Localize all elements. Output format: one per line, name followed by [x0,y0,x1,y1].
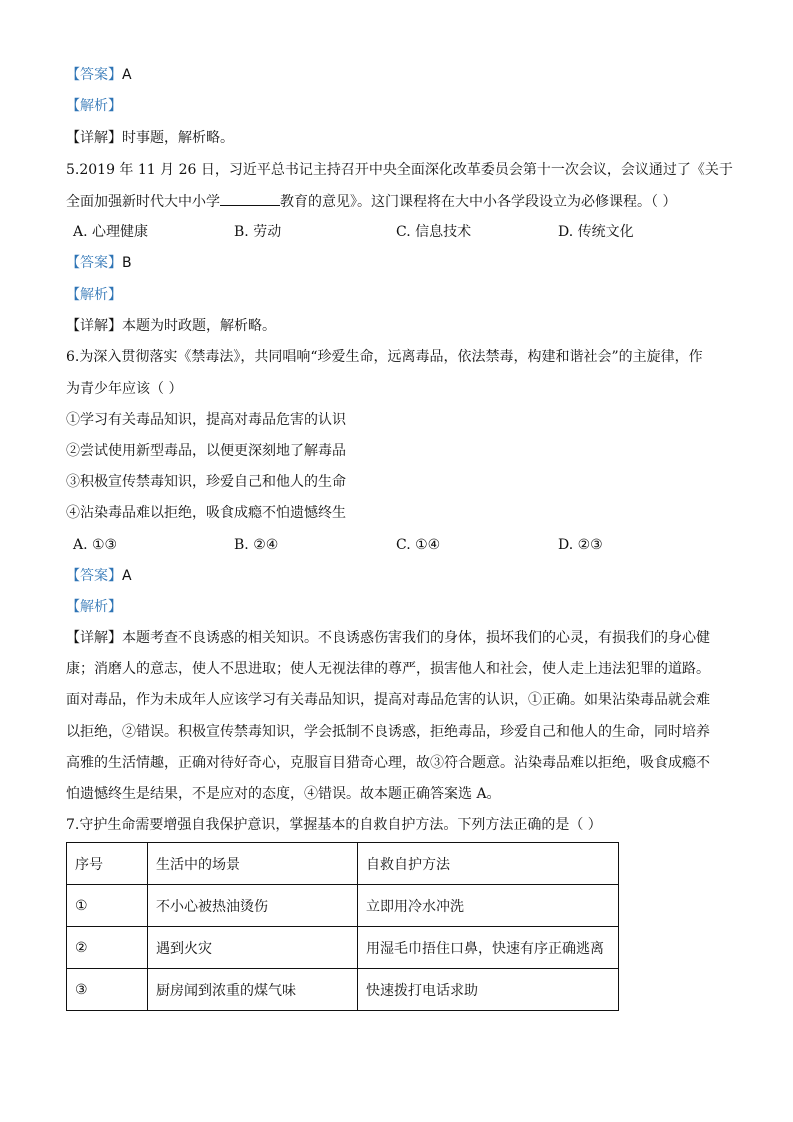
answer-tag: 【答案】 [66,67,122,83]
table-header-cell: 生活中的场景 [148,843,358,885]
q6-detail-line2: 康；消磨人的意志，使人不思进取；使人无视法律的尊严，损害他人和社会，使人走上违法犯罪的道路。 [66,661,710,677]
analysis-tag: 【解析】 [66,287,122,303]
q6-detail-line1 [66,628,710,648]
table-row [67,969,619,1011]
q6-option-d: D. ②③ [558,537,603,553]
q6-item-3: ③积极宣传禁毒知识，珍爱自己和他人的生命 [66,474,346,490]
answer-value: A [122,67,132,83]
table-cell: 厨房闻到浓重的煤气味 [148,969,358,1011]
q6-item-4: ④沾染毒品难以拒绝，吸食成瘾不怕遗憾终生 [66,505,346,521]
q6-detail-line3: 面对毒品，作为未成年人应该学习有关毒品知识，提高对毒品危害的认识，①正确。如果沾染毒品就会难 [66,692,710,708]
analysis-tag: 【解析】 [66,599,122,615]
q5-answer-line [66,253,132,273]
table-cell: ③ [67,969,148,1011]
answer-tag: 【答案】 [66,568,122,584]
q5-option-c: C. 信息技术 [396,224,472,240]
q4-detail-line [66,128,234,148]
answer-tag: 【答案】 [66,255,122,271]
q6-option-c: C. ①④ [396,537,441,553]
table-row [67,927,619,969]
detail-text: 本题考查不良诱惑的相关知识。不良诱惑伤害我们的身体，损坏我们的心灵，有损我们的身心健 [122,630,710,646]
answer-value: B [122,255,132,271]
table-cell: ② [67,927,148,969]
analysis-tag: 【解析】 [66,98,122,114]
q5-option-d: D. 传统文化 [558,224,634,240]
q5-option-a: A. 心理健康 [73,224,149,240]
detail-text: 时事题，解析略。 [122,130,234,146]
q6-option-a: A. ①③ [73,537,118,553]
q6-option-b: B. ②④ [234,537,279,553]
q4-analysis-line [66,96,122,116]
table-cell: 用湿毛巾捂住口鼻，快速有序正确逃离 [358,927,619,969]
q6-analysis-line [66,597,122,617]
q6-answer-line [66,566,132,586]
q6-stem-line2: 为青少年应该（ ） [66,381,183,397]
q5-stem-part-b: 教育的意见》。这门课程将在大中小各学段设立为必修课程。（ ） [280,194,677,210]
table-cell: 不小心被热油烫伤 [148,885,358,927]
detail-text: 本题为时政题，解析略。 [122,318,276,334]
table-cell: 遇到火灾 [148,927,358,969]
q4-answer-line [66,65,132,85]
q6-detail-line5: 高雅的生活情趣，正确对待好奇心，克服盲目猎奇心理，故③符合题意。沾染毒品难以拒绝，吸食成瘾不 [66,755,710,771]
q6-item-1: ①学习有关毒品知识，提高对毒品危害的认识 [66,412,346,428]
q5-stem-line2 [66,191,676,211]
q6-detail-line4: 以拒绝，②错误。积极宣传禁毒知识，学会抵制不良诱惑，拒绝毒品，珍爱自己和他人的生命，同时培养 [66,724,710,740]
table-cell: 立即用冷水冲洗 [358,885,619,927]
table-header-row [67,843,619,885]
q5-stem-line1: 5.2019 年 11 月 26 日，习近平总书记主持召开中央全面深化改革委员会第十一次会议，会议通过了《关于 [66,162,733,178]
detail-tag: 【详解】 [66,318,122,334]
answer-value: A [122,568,132,584]
q5-detail-line [66,316,276,336]
table-row [67,885,619,927]
table-cell: ① [67,885,148,927]
detail-tag: 【详解】 [66,130,122,146]
q6-stem-line1: 6.为深入贯彻落实《禁毒法》，共同唱响“珍爱生命，远离毒品，依法禁毒，构建和谐社会”的主旋律，作 [66,349,703,365]
q6-detail-line6: 怕遗憾终生是结果，不是应对的态度，④错误。故本题正确答案选 A。 [66,786,501,802]
q5-stem-part-a: 全面加强新时代大中小学 [66,194,220,210]
q7-stem: 7.守护生命需要增强自我保护意识，掌握基本的自救自护方法。下列方法正确的是（ ） [66,817,602,833]
table-cell: 快速拨打电话求助 [358,969,619,1011]
detail-tag: 【详解】 [66,630,122,646]
q6-item-2: ②尝试使用新型毒品，以便更深刻地了解毒品 [66,443,346,459]
q7-table [66,842,619,1011]
q5-analysis-line [66,285,122,305]
fill-blank [220,191,280,206]
table-header-cell: 序号 [67,843,148,885]
table-header-cell: 自救自护方法 [358,843,619,885]
q5-option-b: B. 劳动 [234,224,282,240]
